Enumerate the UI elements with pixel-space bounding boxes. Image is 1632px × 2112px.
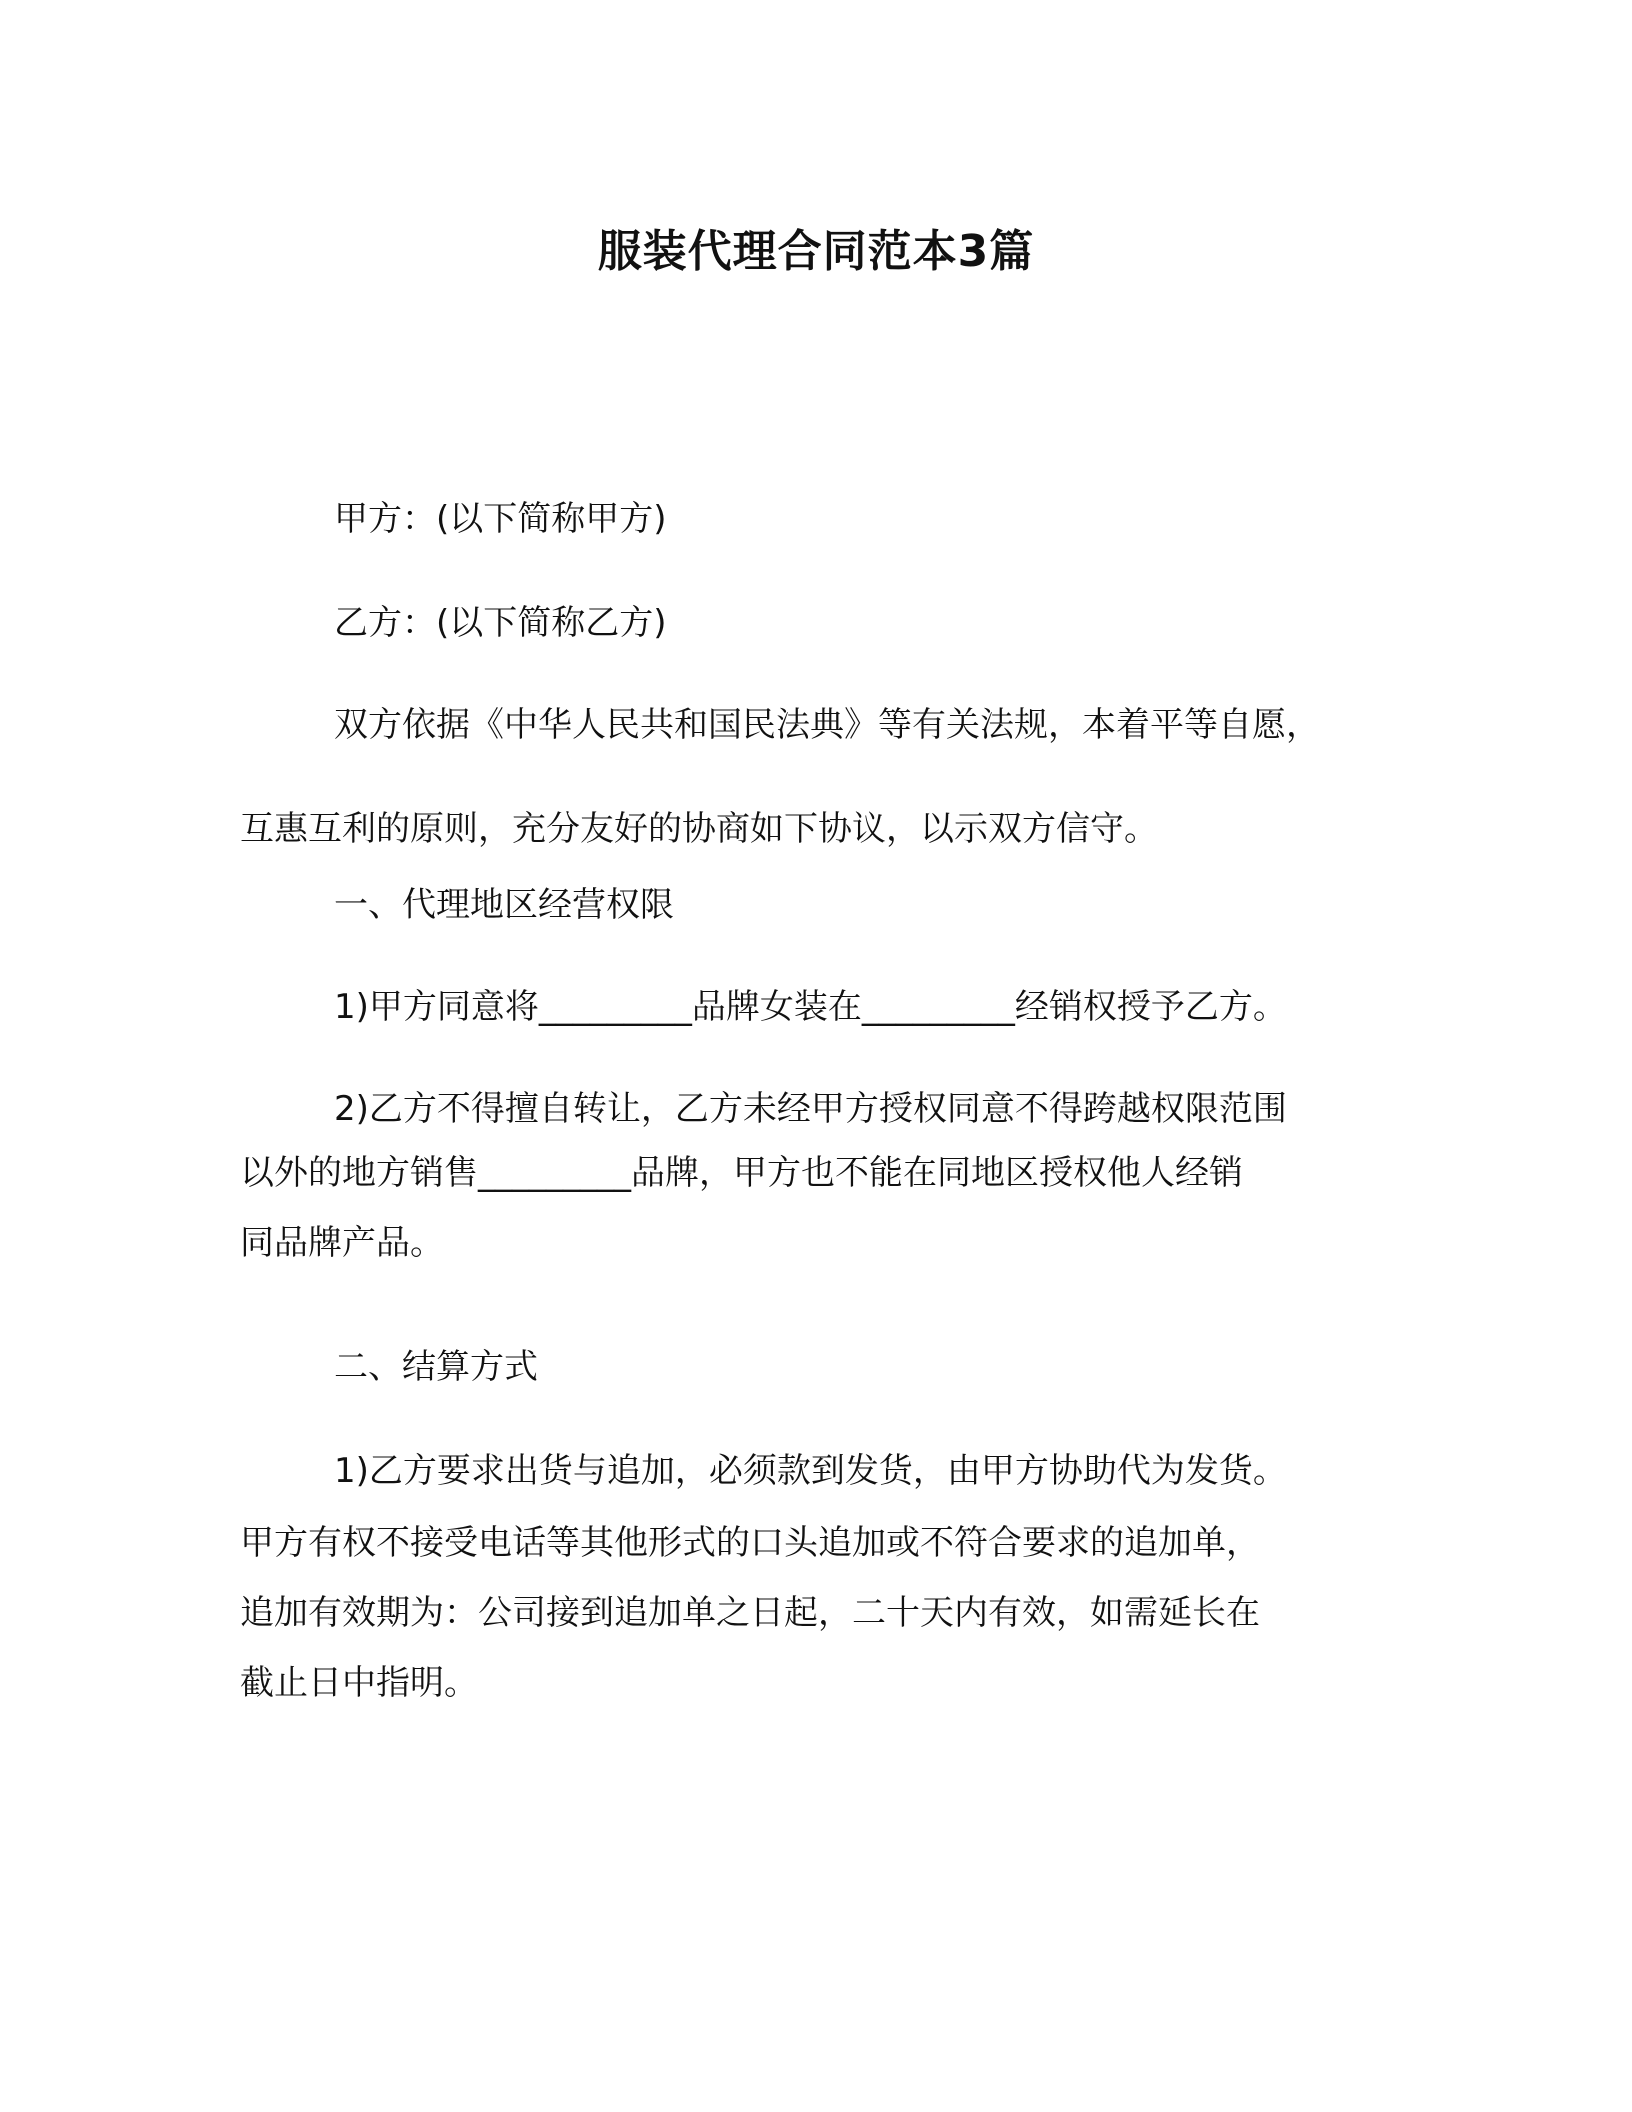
section-2-item-1 bbox=[240, 1448, 1440, 1706]
section-1-item-1 bbox=[240, 984, 1440, 1030]
party-a-text: 甲方：(以下简称甲方) bbox=[334, 499, 667, 539]
section-1-item-2-line-3: 同品牌产品。 bbox=[240, 1223, 444, 1263]
section-2-item-1-line-1: 1)乙方要求出货与追加，必须款到发货，由甲方协助代为发货。 bbox=[334, 1451, 1287, 1491]
party-b-line bbox=[240, 600, 1440, 646]
intro-line-2: 互惠互利的原则，充分友好的协商如下协议，以示双方信守。 bbox=[240, 809, 1158, 849]
section-1-item-2-line-1: 2)乙方不得擅自转让，乙方未经甲方授权同意不得跨越权限范围 bbox=[334, 1089, 1287, 1129]
section-1-item-2 bbox=[240, 1086, 1440, 1266]
section-2-heading bbox=[240, 1344, 1440, 1390]
intro-line-1: 双方依据《中华人民共和国民法典》等有关法规，本着平等自愿， bbox=[334, 705, 1320, 745]
section-1-item-1-text: 1)甲方同意将_________品牌女装在_________经销权授予乙方。 bbox=[334, 987, 1287, 1027]
party-b-text: 乙方：(以下简称乙方) bbox=[334, 603, 667, 643]
section-1-item-2-line-2: 以外的地方销售_________品牌，甲方也不能在同地区授权他人经销 bbox=[240, 1153, 1243, 1193]
section-2-item-1-line-2: 甲方有权不接受电话等其他形式的口头追加或不符合要求的追加单， bbox=[240, 1523, 1260, 1563]
intro-paragraph bbox=[240, 702, 1440, 852]
section-1-heading bbox=[240, 882, 1440, 928]
section-2-heading-text: 二、结算方式 bbox=[334, 1347, 538, 1387]
document-title: 服装代理合同范本3篇 bbox=[597, 226, 1035, 277]
section-1-heading-text: 一、代理地区经营权限 bbox=[334, 885, 674, 925]
section-2-item-1-line-3: 追加有效期为：公司接到追加单之日起，二十天内有效，如需延长在 bbox=[240, 1593, 1260, 1633]
party-a-line bbox=[240, 496, 1440, 542]
section-2-item-1-line-4: 截止日中指明。 bbox=[240, 1663, 478, 1703]
